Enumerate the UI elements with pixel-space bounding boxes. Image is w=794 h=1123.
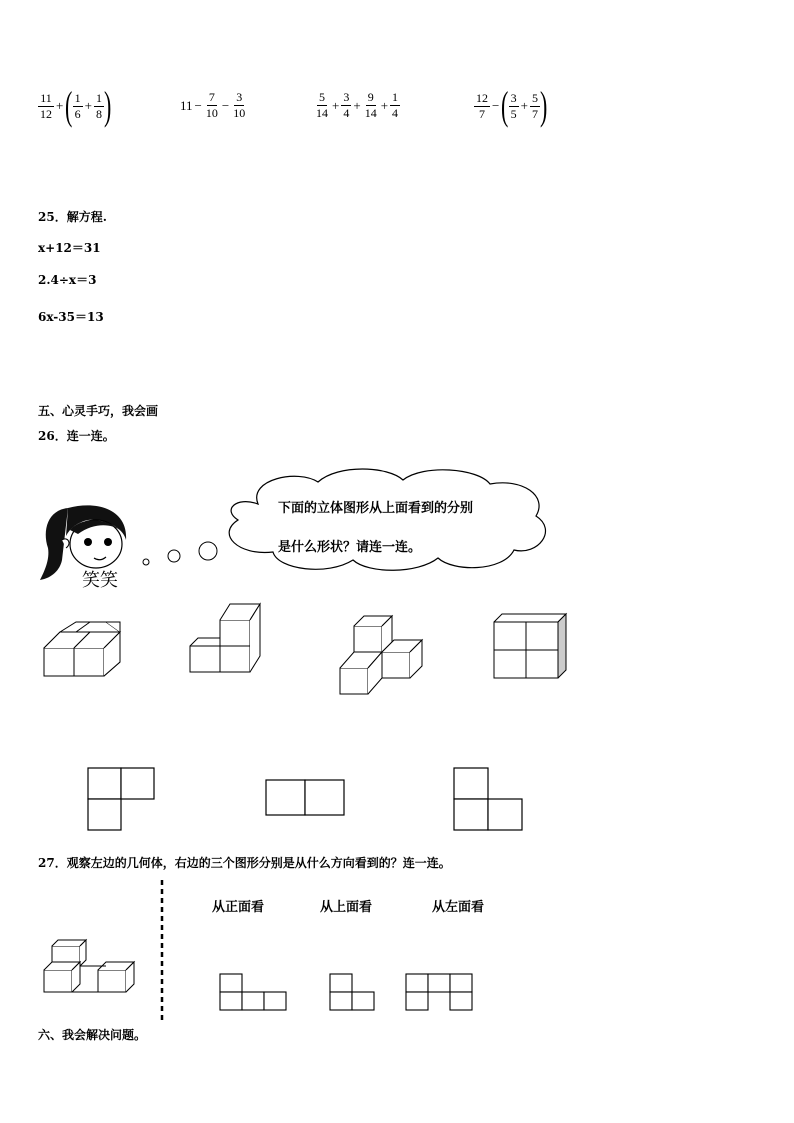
- top-view-shape-1[interactable]: [86, 766, 158, 832]
- fraction: $\frac{3}{10}$: [233, 90, 246, 120]
- left-paren: (: [65, 83, 73, 128]
- fraction: $\frac{9}{14}$: [364, 90, 377, 120]
- solid-figure-2[interactable]: [186, 600, 266, 678]
- equation-1: x+12＝31: [38, 241, 101, 255]
- right-paren: ): [540, 83, 548, 128]
- fraction: $\frac{7}{10}$: [205, 90, 218, 120]
- top-view-shape-3[interactable]: [452, 766, 526, 832]
- solid-figure-3[interactable]: [336, 610, 436, 700]
- fraction: $\frac{12}{7}$: [476, 90, 488, 121]
- cloud-text-line-1: 下面的立体图形从上面看到的分别: [278, 501, 474, 516]
- cloud-text-line-2: 是什么形状？请连一连。: [278, 540, 422, 555]
- dashed-divider: [160, 880, 164, 1020]
- question-25-title: 25．解方程.: [38, 210, 107, 224]
- calc-expression-4: $\frac{12}{7}$ − ( $\frac{3}{5}$ + $\frac{5}{7}$ ): [476, 83, 548, 128]
- thought-bubbles: [138, 540, 228, 570]
- solid-figure-4[interactable]: [490, 610, 570, 682]
- girl-name: 笑笑: [82, 570, 118, 590]
- fraction: $\frac{3}{4}$: [343, 90, 350, 120]
- left-paren: (: [501, 83, 509, 128]
- equation-2: 2.4÷x＝3: [38, 273, 97, 287]
- question-27-title: 27．观察左边的几何体，右边的三个图形分别是从什么方向看到的？连一连。: [38, 856, 451, 870]
- calc-expression-3: $\frac{5}{14}$ + $\frac{3}{4}$ + $\frac{9}{14}$ + $\frac{1}{4}$: [316, 90, 399, 120]
- view-shape-top[interactable]: [328, 972, 378, 1014]
- solid-figure-1[interactable]: [40, 618, 130, 678]
- fraction: $\frac{1}{6}$: [74, 90, 81, 121]
- section-5-title: 五、心灵手巧，我会画: [38, 404, 159, 418]
- speech-cloud: [218, 464, 558, 576]
- calc-expression-1: $\frac{11}{12}$ + ( $\frac{1}{6}$ + $\frac{1}{8}$ ): [40, 83, 112, 128]
- fraction: $\frac{5}{14}$: [316, 90, 328, 120]
- label-from-top: 从上面看: [320, 900, 373, 915]
- label-from-front: 从正面看: [212, 900, 265, 915]
- right-paren: ): [104, 83, 112, 128]
- fraction: $\frac{11}{12}$: [40, 90, 52, 121]
- fraction: $\frac{3}{5}$: [510, 90, 517, 121]
- label-from-left: 从左面看: [432, 900, 485, 915]
- fraction: $\frac{1}{4}$: [392, 90, 399, 120]
- solid-figure-q27[interactable]: [40, 936, 144, 998]
- calc-expression-2: 11 − $\frac{7}{10}$ − $\frac{3}{10}$: [180, 90, 246, 120]
- top-view-shape-2[interactable]: [264, 778, 348, 818]
- view-shape-front[interactable]: [218, 972, 290, 1014]
- view-shape-left[interactable]: [404, 972, 476, 1014]
- fraction: $\frac{5}{7}$: [532, 90, 539, 121]
- equation-3: 6x-35＝13: [38, 310, 104, 324]
- fraction: $\frac{1}{8}$: [96, 90, 103, 121]
- section-6-title: 六、我会解决问题。: [38, 1028, 147, 1042]
- question-26-title: 26．连一连。: [38, 429, 115, 443]
